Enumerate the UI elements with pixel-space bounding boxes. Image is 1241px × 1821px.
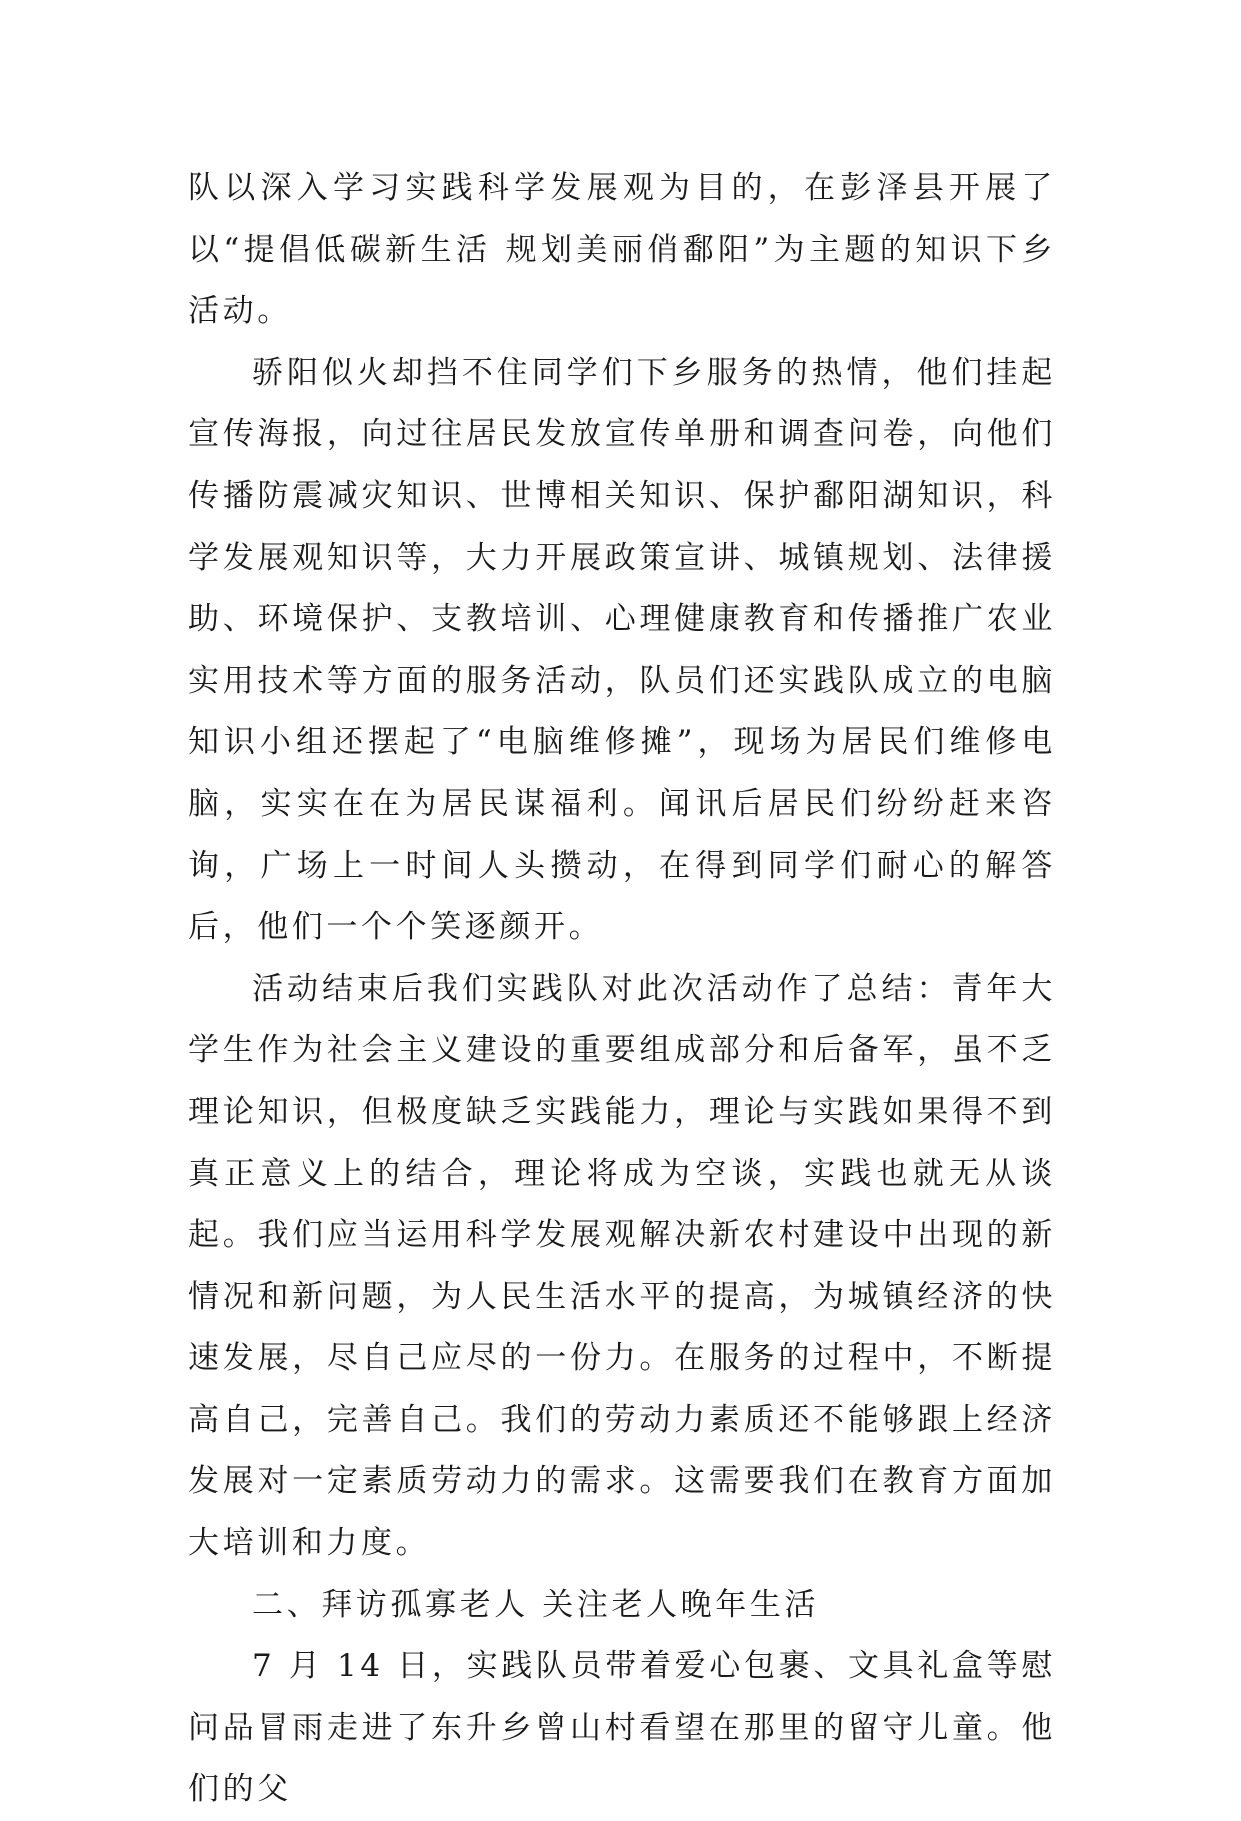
document-body <box>188 158 1056 1821</box>
paragraph-intro: 队以深入学习实践科学发展观为目的，在彭泽县开展了以“提倡低碳新生活 规划美丽俏鄱阳”为主题的知识下乡活动。 <box>188 170 1056 330</box>
paragraph-summary: 活动结束后我们实践队对此次活动作了总结：青年大学生作为社会主义建设的重要组成部分和后备军，虽不乏理论知识，但极度缺乏实践能力，理论与实践如果得不到真正意义上的结合，理论将成为空谈，实践也就无从谈起。我们应当运用科学发展观解决新农村建设中出现的新情况和新问题，为人民生活水平的提高，为城镇经济的快速发展，尽自己应尽的一份力。在服务的过程中，不断提高自己，完善自己。我们的劳动力素质还不能够跟上经济发展对一定素质劳动力的需求。这需要我们在教育方面加大培训和力度。 <box>188 970 1056 1562</box>
section-heading: 二、拜访孤寡老人 关注老人晚年生活 <box>252 1586 820 1623</box>
paragraph-visit: 7 月 14 日，实践队员带着爱心包裹、文具礼盒等慰问品冒雨走进了东升乡曾山村看望在那里的留守儿童。他们的父 <box>188 1648 1056 1808</box>
paragraph-service-activities: 骄阳似火却挡不住同学们下乡服务的热情，他们挂起宣传海报，向过往居民发放宣传单册和调查问卷，向他们传播防震减灾知识、世博相关知识、保护鄱阳湖知识，科学发展观知识等，大力开展政策宣讲、城镇规划、法律援助、环境保护、支教培训、心理健康教育和传播推广农业实用技术等方面的服务活动，队员们还实践队成立的电脑知识小组还摆起了“电脑维修摊”，现场为居民们维修电脑，实实在在为居民谋福利。闻讯后居民们纷纷赶来咨询，广场上一时间人头攒动，在得到同学们耐心的解答后，他们一个个笑逐颜开。 <box>188 354 1056 946</box>
